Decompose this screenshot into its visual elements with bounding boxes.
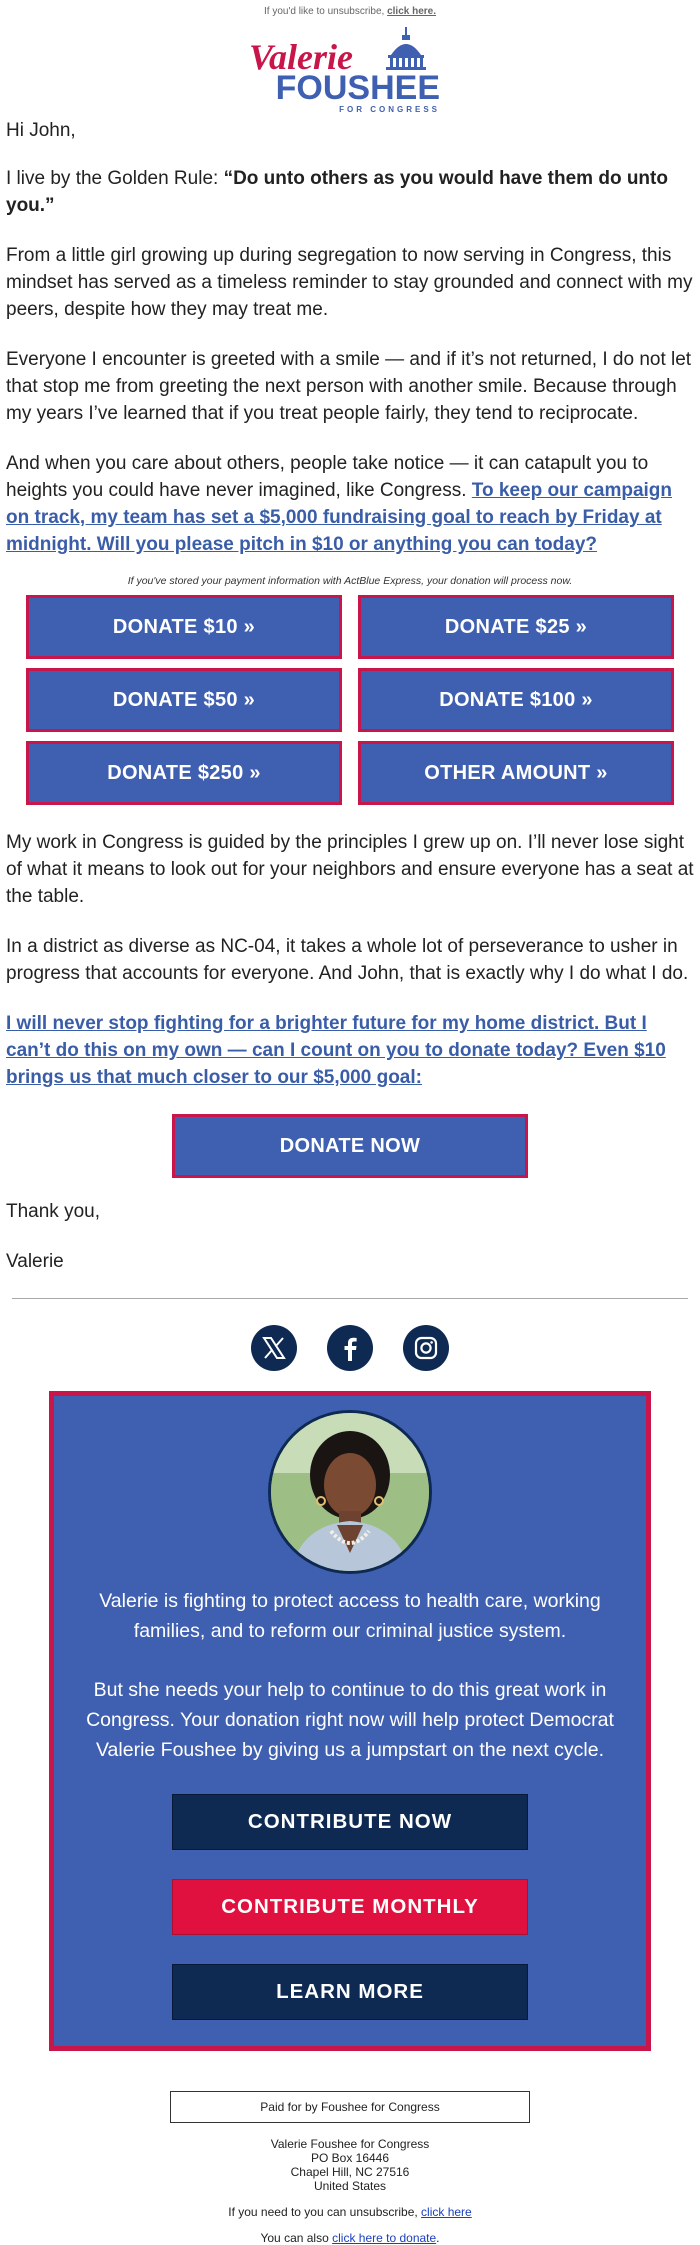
- footer-donate: [0, 2231, 700, 2245]
- donate-100-button[interactable]: DONATE $100 »: [358, 668, 674, 732]
- footer-unsubscribe-link[interactable]: click here: [421, 2205, 472, 2219]
- address-line: United States: [313, 2179, 387, 2193]
- logo-tagline: FOR CONGRESS: [339, 104, 440, 114]
- learn-more-button[interactable]: LEARN MORE: [172, 1964, 528, 2020]
- paragraph-appeal: [6, 1010, 694, 1091]
- donate-button-grid: [6, 595, 694, 805]
- greeting: Hi John,: [6, 120, 76, 141]
- social-links: [0, 1325, 700, 1371]
- footer-unsubscribe-text: If you need to you can unsubscribe,: [228, 2205, 422, 2219]
- footer-appeal-box: [49, 1391, 651, 2051]
- paragraph-principles: My work in Congress is guided by the principles I grew up on. I’ll never lose sight of what it means to look out for your neighbors and ensure everyone has a seat at the table.: [6, 832, 694, 907]
- logo-last-name: FOUSHEE: [275, 68, 440, 107]
- instagram-link[interactable]: [403, 1325, 449, 1371]
- paragraph-smile: Everyone I encounter is greeted with a smile — and if it’s not returned, I do not let that stop me from greeting the next person with another smile. Because through my years I’ve learned that if you treat people fairly, they tend to reciprocate.: [6, 349, 692, 424]
- actblue-note: If you've stored your payment information with ActBlue Express, your donation will process now.: [127, 575, 573, 587]
- paragraph-golden-rule: [6, 165, 694, 219]
- closing-thanks: Thank you,: [6, 1201, 100, 1222]
- instagram-icon: [413, 1335, 439, 1361]
- facebook-icon: [337, 1335, 363, 1361]
- fundraising-goal-link[interactable]: To keep our campaign on track, my team has set a $5,000 fundraising goal to reach by Friday at midnight. Will you please pitch in $10 or anything you can today?: [6, 480, 673, 555]
- divider: [12, 1298, 688, 1299]
- top-unsubscribe-link[interactable]: click here.: [387, 6, 436, 17]
- contribute-now-button[interactable]: CONTRIBUTE NOW: [172, 1794, 528, 1850]
- contribute-monthly-button[interactable]: CONTRIBUTE MONTHLY: [172, 1879, 528, 1935]
- logo-graphic: [245, 25, 455, 115]
- appeal-link[interactable]: I will never stop fighting for a brighter future for my home district. But I can’t do this on my own — can I count on you to donate today? Even $10 brings us that much closer to our $5,000 goal:: [6, 1013, 666, 1088]
- congress-text: And when you care about others, people take notice — it can catapult you to heights you could have never imagined, like Congress.: [6, 453, 649, 501]
- mailing-address: [0, 2137, 700, 2193]
- candidate-portrait: [268, 1410, 432, 1574]
- facebook-link[interactable]: [327, 1325, 373, 1371]
- address-line: Valerie Foushee for Congress: [270, 2137, 430, 2151]
- donate-50-button[interactable]: DONATE $50 »: [26, 668, 342, 732]
- top-unsubscribe-text: If you'd like to unsubscribe,: [263, 6, 388, 17]
- x-icon: [261, 1335, 287, 1361]
- donate-now-button[interactable]: DONATE NOW: [172, 1114, 528, 1178]
- portrait-image: [271, 1413, 429, 1571]
- paragraph-district: In a district as diverse as NC-04, it takes a whole lot of perseverance to usher in progress that accounts for everyone. And John, that is exactly why I do what I do.: [6, 936, 689, 984]
- footer-donate-link[interactable]: click here to donate: [332, 2231, 437, 2245]
- footer-text-help: But she needs your help to continue to do this great work in Congress. Your donation right now will help protect Democrat Valerie Foushee by giving us a jumpstart on the next cycle.: [86, 1679, 614, 1761]
- email-body: [0, 117, 700, 1275]
- paragraph-congress: [6, 450, 694, 558]
- donate-10-button[interactable]: DONATE $10 »: [26, 595, 342, 659]
- footer-unsubscribe: [0, 2205, 700, 2219]
- capitol-dome-icon: [386, 27, 426, 70]
- donate-other-amount-button[interactable]: OTHER AMOUNT »: [358, 741, 674, 805]
- footer-donate-end: .: [436, 2231, 440, 2245]
- x-link[interactable]: [251, 1325, 297, 1371]
- campaign-logo: [0, 22, 700, 117]
- golden-rule-quote: “Do unto others as you would have them do unto you.”: [6, 168, 668, 216]
- address-line: PO Box 16446: [310, 2151, 390, 2165]
- top-unsubscribe-bar: [0, 0, 700, 22]
- paragraph-segregation: From a little girl growing up during segregation to now serving in Congress, this mindset has served as a timeless reminder to stay grounded and connect with my peers, despite how they may treat me.: [6, 245, 693, 320]
- footer-donate-text: You can also: [260, 2231, 333, 2245]
- golden-rule-intro: I live by the Golden Rule:: [6, 168, 224, 189]
- address-line: Chapel Hill, NC 27516: [290, 2165, 410, 2179]
- signature: Valerie: [6, 1251, 64, 1272]
- donate-25-button[interactable]: DONATE $25 »: [358, 595, 674, 659]
- donate-250-button[interactable]: DONATE $250 »: [26, 741, 342, 805]
- logo-first-name: Valerie: [249, 36, 353, 77]
- paid-for-disclaimer: Paid for by Foushee for Congress: [170, 2091, 530, 2123]
- footer-text-fighting: Valerie is fighting to protect access to health care, working families, and to reform our criminal justice system.: [99, 1590, 601, 1642]
